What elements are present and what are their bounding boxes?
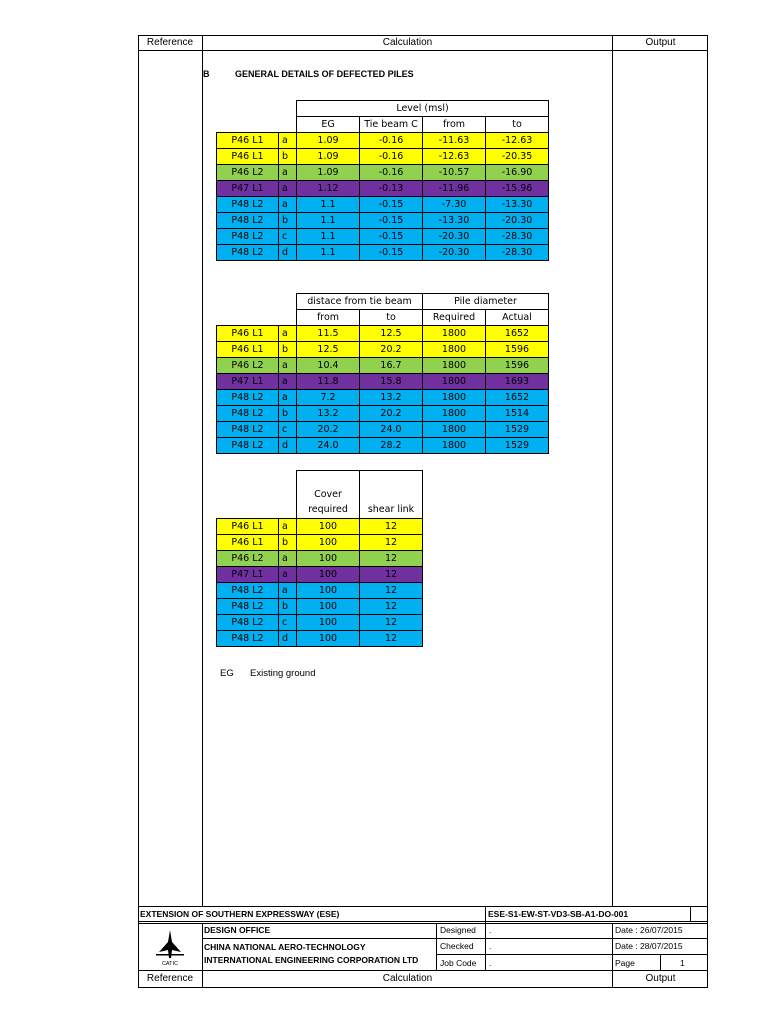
table-cell: 100	[297, 535, 360, 551]
project-title: EXTENSION OF SOUTHERN EXPRESSWAY (ESE)	[140, 909, 340, 919]
table-cell: 13.2	[297, 406, 360, 422]
col-eg: EG	[297, 117, 360, 133]
table-cell: 20.2	[297, 422, 360, 438]
distance-group-header: distace from tie beam	[297, 294, 423, 310]
table-cell: 1529	[486, 438, 549, 454]
header-calculation: Calculation	[382, 37, 433, 48]
table-cell: 1800	[423, 390, 486, 406]
section-label: B	[203, 69, 210, 79]
catic-logo-icon	[150, 928, 190, 968]
table-cell: 100	[297, 599, 360, 615]
col-cover-required	[297, 471, 360, 519]
pile-suffix: a	[279, 374, 297, 390]
pile-id: P46 L1	[217, 149, 279, 165]
table-row	[217, 133, 549, 149]
pile-suffix: a	[279, 133, 297, 149]
pile-id: P48 L2	[217, 438, 279, 454]
table-row	[217, 229, 549, 245]
table-row	[217, 326, 549, 342]
pile-id: P48 L2	[217, 615, 279, 631]
table-cell: 12.5	[297, 342, 360, 358]
table-row	[217, 615, 423, 631]
pile-suffix: b	[279, 535, 297, 551]
footer-line-4	[436, 954, 708, 955]
pile-id: P46 L2	[217, 165, 279, 181]
table-cell: -0.15	[360, 213, 423, 229]
table-cell: 100	[297, 551, 360, 567]
pile-id: P48 L2	[217, 213, 279, 229]
pile-id: P48 L2	[217, 631, 279, 647]
table-cell: 16.7	[360, 358, 423, 374]
distance-diameter-table	[216, 293, 549, 454]
pile-id: P48 L2	[217, 229, 279, 245]
jobcode-label: Job Code	[440, 958, 477, 968]
table-row	[217, 535, 423, 551]
col-from: from	[297, 310, 360, 326]
table-cell: 15.8	[360, 374, 423, 390]
table-cell: 1.1	[297, 197, 360, 213]
table-cell: 11.8	[297, 374, 360, 390]
table-cell: -11.63	[423, 133, 486, 149]
table-cell: 11.5	[297, 326, 360, 342]
pile-id: P47 L1	[217, 374, 279, 390]
company-line1: CHINA NATIONAL AERO-TECHNOLOGY	[204, 942, 366, 952]
ref-column-divider	[202, 35, 203, 906]
note-text: Existing ground	[250, 668, 316, 679]
footer-output: Output	[645, 973, 676, 984]
table-cell: 100	[297, 615, 360, 631]
company-line2: INTERNATIONAL ENGINEERING CORPORATION LTD	[204, 955, 419, 965]
pile-suffix: d	[279, 631, 297, 647]
pile-suffix: a	[279, 358, 297, 374]
table-cell: 100	[297, 631, 360, 647]
table-cell: 100	[297, 583, 360, 599]
table-cell: 1800	[423, 342, 486, 358]
table-cell: 20.2	[360, 342, 423, 358]
table-cell: 1652	[486, 390, 549, 406]
pile-id: P48 L2	[217, 422, 279, 438]
cover-label: Cover	[314, 489, 342, 500]
pile-suffix: c	[279, 422, 297, 438]
table-cell: -0.15	[360, 245, 423, 261]
table-row	[217, 149, 549, 165]
table-row	[217, 390, 549, 406]
table-cell: 1.12	[297, 181, 360, 197]
table-cell: 1800	[423, 438, 486, 454]
table-cell: 1800	[423, 326, 486, 342]
note-key: EG	[220, 668, 234, 679]
pile-id: P46 L2	[217, 358, 279, 374]
footer-line-5	[138, 970, 708, 971]
table-cell: -13.30	[423, 213, 486, 229]
footer-reference: Reference	[146, 973, 194, 984]
cover-shear-table	[216, 470, 423, 647]
table-cell: -7.30	[423, 197, 486, 213]
table-cell: -20.30	[423, 245, 486, 261]
pile-suffix: b	[279, 342, 297, 358]
table-row	[217, 631, 423, 647]
table-cell: 12	[360, 567, 423, 583]
table-cell: 12	[360, 519, 423, 535]
table-cell: -15.96	[486, 181, 549, 197]
pile-id: P47 L1	[217, 181, 279, 197]
pile-suffix: a	[279, 519, 297, 535]
table-cell: -11.96	[423, 181, 486, 197]
header-divider	[138, 50, 708, 51]
table-row	[217, 583, 423, 599]
design-office: DESIGN OFFICE	[204, 925, 271, 935]
table-cell: 1.1	[297, 229, 360, 245]
table-cell: 24.0	[297, 438, 360, 454]
footer-calculation: Calculation	[382, 973, 433, 984]
date-designed: Date : 26/07/2015	[615, 925, 683, 935]
pile-id: P46 L1	[217, 342, 279, 358]
table-row	[217, 406, 549, 422]
pile-id: P48 L2	[217, 583, 279, 599]
table-row	[217, 422, 549, 438]
table-cell: 10.4	[297, 358, 360, 374]
catic-logo	[150, 928, 190, 968]
pile-id: P46 L2	[217, 551, 279, 567]
table-cell: 1514	[486, 406, 549, 422]
table-row	[217, 519, 423, 535]
table-cell: 1.1	[297, 213, 360, 229]
table-cell: -20.35	[486, 149, 549, 165]
footer-vline-page	[660, 954, 661, 970]
pile-id: P48 L2	[217, 245, 279, 261]
table-cell: 12	[360, 615, 423, 631]
table-row	[217, 358, 549, 374]
footer-vline-labels	[436, 923, 437, 970]
pile-suffix: c	[279, 615, 297, 631]
pile-suffix: a	[279, 197, 297, 213]
table-cell: -0.13	[360, 181, 423, 197]
pile-id: P48 L2	[217, 197, 279, 213]
table-cell: 1.09	[297, 149, 360, 165]
pile-id: P48 L2	[217, 390, 279, 406]
table-row	[217, 342, 549, 358]
table-cell: 1800	[423, 422, 486, 438]
table-cell: 7.2	[297, 390, 360, 406]
table-cell: 24.0	[360, 422, 423, 438]
pile-id: P46 L1	[217, 326, 279, 342]
table-cell: 1596	[486, 342, 549, 358]
footer-vline-values	[485, 906, 486, 970]
table-cell: -0.16	[360, 165, 423, 181]
table-cell: 1.1	[297, 245, 360, 261]
col-actual: Actual	[486, 310, 549, 326]
table-row	[217, 181, 549, 197]
pile-suffix: b	[279, 149, 297, 165]
table-cell: 28.2	[360, 438, 423, 454]
pile-suffix: a	[279, 390, 297, 406]
page-number: 1	[680, 958, 685, 968]
col-to: to	[486, 117, 549, 133]
footer-line-2	[138, 921, 708, 922]
table-cell: 12	[360, 631, 423, 647]
table-cell: -12.63	[423, 149, 486, 165]
level-group-header: Level (msl)	[297, 101, 549, 117]
table-cell: -10.57	[423, 165, 486, 181]
table-cell: -0.15	[360, 197, 423, 213]
table-cell: -16.90	[486, 165, 549, 181]
table-cell: -12.63	[486, 133, 549, 149]
table-row	[217, 567, 423, 583]
table-cell: 1596	[486, 358, 549, 374]
checked-value: .	[489, 941, 492, 951]
header-output: Output	[645, 37, 676, 48]
pile-suffix: a	[279, 181, 297, 197]
table-cell: 1652	[486, 326, 549, 342]
table-cell: 12.5	[360, 326, 423, 342]
table-cell: 1800	[423, 374, 486, 390]
pile-suffix: b	[279, 406, 297, 422]
header-reference: Reference	[146, 37, 194, 48]
table-row	[217, 599, 423, 615]
table-cell: -20.30	[423, 229, 486, 245]
table-cell: -20.30	[486, 213, 549, 229]
table-cell: 12	[360, 551, 423, 567]
table-cell: -28.30	[486, 229, 549, 245]
pile-suffix: a	[279, 326, 297, 342]
page-label: Page	[615, 958, 635, 968]
required-label: required	[308, 504, 348, 515]
pile-id: P46 L1	[217, 519, 279, 535]
pile-id: P46 L1	[217, 535, 279, 551]
pile-id: P48 L2	[217, 406, 279, 422]
checked-label: Checked	[440, 941, 474, 951]
designed-value: .	[489, 925, 492, 935]
jobcode-value: .	[489, 958, 492, 968]
col-required: Required	[423, 310, 486, 326]
level-table	[216, 100, 549, 261]
designed-label: Designed	[440, 925, 476, 935]
table-cell: 1800	[423, 358, 486, 374]
table-row	[217, 551, 423, 567]
pile-suffix: d	[279, 438, 297, 454]
table-row	[217, 374, 549, 390]
col-to: to	[360, 310, 423, 326]
pile-suffix: a	[279, 583, 297, 599]
table-cell: -0.15	[360, 229, 423, 245]
table-row	[217, 213, 549, 229]
footer-vline-docno-end	[690, 906, 691, 921]
pile-suffix: a	[279, 567, 297, 583]
pile-suffix: d	[279, 245, 297, 261]
pile-suffix: c	[279, 229, 297, 245]
table-cell: 100	[297, 567, 360, 583]
table-cell: 1.09	[297, 165, 360, 181]
table-cell: 1693	[486, 374, 549, 390]
table-cell: 1800	[423, 406, 486, 422]
table-cell: 13.2	[360, 390, 423, 406]
document-number: ESE-S1-EW-ST-VD3-SB-A1-DO-001	[488, 909, 629, 919]
table-row	[217, 438, 549, 454]
table-cell: 100	[297, 519, 360, 535]
table-cell: -28.30	[486, 245, 549, 261]
date-checked: Date : 28/07/2015	[615, 941, 683, 951]
section-title: GENERAL DETAILS OF DEFECTED PILES	[235, 69, 414, 79]
pile-id: P48 L2	[217, 599, 279, 615]
pile-suffix: b	[279, 213, 297, 229]
table-cell: 1.09	[297, 133, 360, 149]
table-cell: -0.16	[360, 133, 423, 149]
table-cell: 12	[360, 535, 423, 551]
section-heading	[203, 69, 414, 79]
table-cell: -13.30	[486, 197, 549, 213]
table-row	[217, 197, 549, 213]
table-cell: 1529	[486, 422, 549, 438]
table-cell: -0.16	[360, 149, 423, 165]
logo-text: CATIC	[161, 961, 179, 967]
pile-suffix: a	[279, 165, 297, 181]
table-row	[217, 245, 549, 261]
table-cell: 20.2	[360, 406, 423, 422]
diameter-group-header: Pile diameter	[423, 294, 549, 310]
col-tie-beam: Tie beam C	[360, 117, 423, 133]
col-shear-link: shear link	[360, 471, 423, 519]
output-column-divider	[612, 35, 613, 906]
table-cell: 12	[360, 583, 423, 599]
pile-suffix: b	[279, 599, 297, 615]
pile-suffix: a	[279, 551, 297, 567]
table-cell: 12	[360, 599, 423, 615]
eg-note	[220, 668, 315, 679]
col-from: from	[423, 117, 486, 133]
table-row	[217, 165, 549, 181]
pile-id: P46 L1	[217, 133, 279, 149]
pile-id: P47 L1	[217, 567, 279, 583]
